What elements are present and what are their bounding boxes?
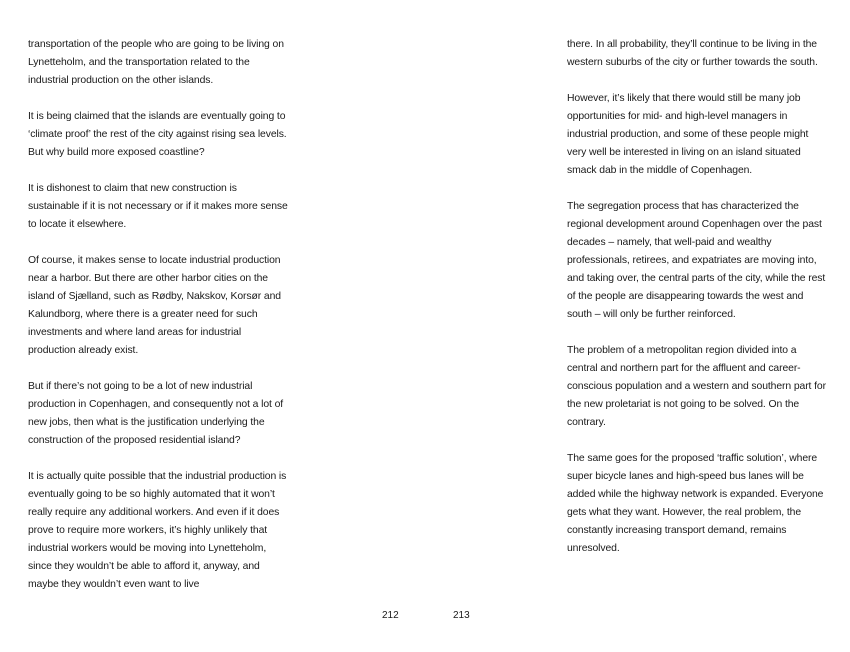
paragraph: Of course, it makes sense to locate industrial production near a harbor. But there are other harbor cities on the island of Sjælland, such as Rødby, Nakskov, Korsør and Kalundborg, where there is a greater need for such investments and where land areas for industrial production already exist. [28, 255, 281, 356]
paragraph: transportation of the people who are going to be living on Lynetteholm, and the transportation related to the industrial production on the other islands. [28, 39, 284, 86]
paragraph: It is actually quite possible that the industrial production is eventually going to be so highly automated that it won’t really require any additional workers. And even if it does prove to require more workers, it’s highly unlikely that industrial workers would be moving into Lynetteholm, since they wouldn’t be able to afford it, anyway, and maybe they wouldn’t even want to live [28, 471, 287, 590]
paragraph: It is dishonest to claim that new construction is sustainable if it is not necessary or if it makes more sense to locate it elsewhere. [28, 183, 288, 230]
paragraph: However, it’s likely that there would still be many job opportunities for mid- and high-level managers in industrial production, and some of these people might very well be interested in living on an island situated smack dab in the middle of Copenhagen. [567, 93, 809, 176]
paragraph: But if there’s not going to be a lot of new industrial production in Copenhagen, and consequently not a lot of new jobs, then what is the justification underlying the construction of the proposed residential island? [28, 381, 284, 446]
left-page-number: 212 [382, 610, 399, 621]
right-page-number: 213 [453, 610, 470, 621]
paragraph: there. In all probability, they’ll continue to be living in the western suburbs of the city or further towards the south. [567, 39, 818, 68]
paragraph: The segregation process that has characterized the regional development around Copenhagen over the past decades – namely, that well-paid and wealthy professionals, retirees, and expatriates are moving into, and taking over, the central parts of the city, while the rest of the people are disappearing towards the west and south – will only be further reinforced. [567, 201, 826, 320]
paragraph: The same goes for the proposed ‘traffic solution’, where super bicycle lanes and high-speed bus lanes will be added while the highway network is expanded. Everyone gets what they want. However, the real problem, the constantly increasing transport demand, remains unresolved. [567, 453, 824, 554]
left-page-text [28, 36, 290, 612]
paragraph: The problem of a metropolitan region divided into a central and northern part for the affluent and career-conscious population and a western and southern part for the new proletariat is not going to be solved. On the contrary. [567, 345, 826, 428]
right-page-text [567, 36, 829, 576]
paragraph: It is being claimed that the islands are eventually going to ‘climate proof’ the rest of the city against rising sea levels. But why build more exposed coastline? [28, 111, 287, 158]
